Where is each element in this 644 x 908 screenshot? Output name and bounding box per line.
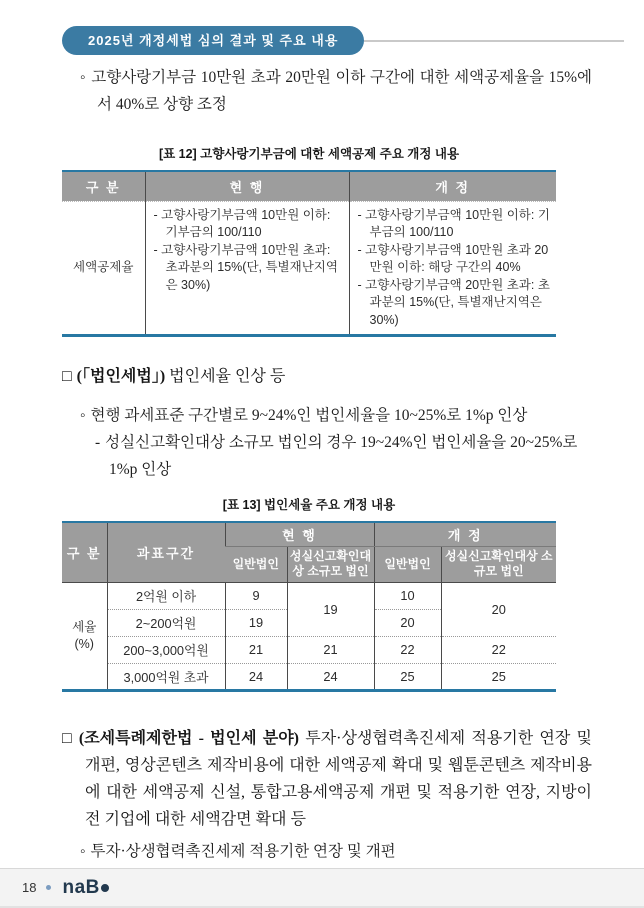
special-law-name: (조세특례제한법 - 법인세 분야) xyxy=(78,729,300,747)
table12 xyxy=(62,170,556,337)
table12-header-revised: 개 정 xyxy=(349,171,556,201)
table13-row xyxy=(62,582,556,609)
page-footer xyxy=(0,868,644,908)
rate-label-line1: 세율 xyxy=(72,619,97,634)
header-rule xyxy=(364,40,624,42)
square-bullet-icon: □ xyxy=(62,368,72,385)
revised-small-cell: 22 xyxy=(441,636,556,663)
table13-header-current-general: 일반법인 xyxy=(225,546,287,582)
table12-revised-item: - 고향사랑기부금액 20만원 초과: 초과분의 15%(단, 특별재난지역은 30%) xyxy=(357,277,550,327)
current-small-cell: 24 xyxy=(287,663,374,690)
footer-dot-icon xyxy=(46,885,51,890)
current-general-cell: 19 xyxy=(225,609,287,636)
table12-current-cell xyxy=(145,201,349,336)
table12-header-current: 현 행 xyxy=(145,171,349,201)
page-header xyxy=(62,0,624,55)
revised-small-cell: 25 xyxy=(441,663,556,690)
revised-small-cell: 20 xyxy=(441,582,556,636)
circle-bullet-icon: ◦ xyxy=(80,842,86,860)
table12-revised-item: - 고향사랑기부금액 10만원 초과 20만원 이하: 해당 구간의 40% xyxy=(357,242,549,274)
corporate-heading-rest: 법인세율 인상 등 xyxy=(165,368,286,385)
square-bullet-icon: □ xyxy=(62,729,74,747)
table13-header-current-small: 성실신고확인대상 소규모 법인 xyxy=(287,546,374,582)
table12-revised-item: - 고향사랑기부금액 10만원 이하: 기부금의 100/110 xyxy=(357,207,550,239)
rate-label-line2: (%) xyxy=(74,636,94,651)
revised-general-cell: 22 xyxy=(374,636,441,663)
current-general-cell: 24 xyxy=(225,663,287,690)
table13-header-revised-small: 성실신고확인대상 소규모 법인 xyxy=(441,546,556,582)
revised-general-cell: 10 xyxy=(374,582,441,609)
intro-bullet xyxy=(80,64,592,118)
bracket-cell: 3,000억원 초과 xyxy=(107,663,225,690)
page-number: 18 xyxy=(22,880,37,895)
table13-rate-row-label xyxy=(62,582,107,690)
table12-current-item: - 고향사랑기부금액 10만원 이하: 기부금의 100/110 xyxy=(153,207,331,239)
table12-body-row xyxy=(62,201,556,336)
nabo-logo xyxy=(62,877,108,899)
current-general-cell: 9 xyxy=(225,582,287,609)
intro-bullet-text: 고향사랑기부금 10만원 초과 20만원 이하 구간에 대한 세액공제율을 15%에서 40%로 상향 조정 xyxy=(91,69,593,113)
corporate-bullet-text: 현행 과세표준 구간별로 9~24%인 법인세율을 10~25%로 1%p 인상 xyxy=(90,407,528,424)
corporate-sub-bullet-text: 성실신고확인대상 소규모 법인의 경우 19~24%인 법인세율을 20~25%로 1%p 인상 xyxy=(105,434,578,478)
table13-header-bracket: 과표구간 xyxy=(107,522,225,582)
current-small-cell: 19 xyxy=(287,582,374,636)
bracket-cell: 200~3,000억원 xyxy=(107,636,225,663)
table13-header-current-group: 현 행 xyxy=(225,522,374,546)
table13-row xyxy=(62,663,556,690)
corporate-bullet xyxy=(80,402,592,429)
section-special-tax-heading xyxy=(62,725,592,833)
current-small-cell: 21 xyxy=(287,636,374,663)
current-general-cell: 21 xyxy=(225,636,287,663)
table12-header-row xyxy=(62,171,556,201)
table13-group-header-row xyxy=(62,522,556,546)
bracket-cell: 2억원 이하 xyxy=(107,582,225,609)
nabo-logo-o-icon xyxy=(101,884,109,892)
bracket-cell: 2~200억원 xyxy=(107,609,225,636)
table12-caption: [표 12] 고향사랑기부금에 대한 세액공제 주요 개정 내용 xyxy=(158,147,460,161)
table12-header-gubun: 구 분 xyxy=(62,171,145,201)
special-bullet-text: 투자·상생협력촉진세제 적용기한 연장 및 개편 xyxy=(90,842,396,860)
dash-bullet-icon: - xyxy=(95,434,101,451)
special-bullet xyxy=(80,838,592,865)
table13-header-revised-group: 개 정 xyxy=(374,522,556,546)
table13-row xyxy=(62,636,556,663)
table12-row-label: 세액공제율 xyxy=(73,260,134,274)
table13-header-gubun: 구 분 xyxy=(62,522,107,582)
table13-header-revised-general: 일반법인 xyxy=(374,546,441,582)
special-heading-rest: 투자·상생협력촉진세제 적용기한 연장 및 개편, 영상콘텐츠 제작비용에 대한 세액공제 확대 및 웹툰콘텐츠 제작비용에 대한 세액공제 신설, 통합고용세액공제 개편 및 적용기한 연장, 지방이전 기업에 대한 세액감면 확대 등 xyxy=(85,729,592,828)
nabo-logo-text: naB xyxy=(62,876,100,898)
revised-general-cell: 25 xyxy=(374,663,441,690)
chapter-title-pill: 2025년 개정세법 심의 결과 및 주요 내용 xyxy=(62,26,364,55)
corporate-law-name: (「법인세법」) xyxy=(76,368,166,385)
corporate-sub-bullet xyxy=(95,429,592,483)
circle-bullet-icon: ◦ xyxy=(80,407,86,424)
section-corporate-tax-heading xyxy=(62,363,592,390)
circle-bullet-icon: ◦ xyxy=(80,69,87,86)
revised-general-cell: 20 xyxy=(374,609,441,636)
table12-current-item: - 고향사랑기부금액 10만원 초과: 초과분의 15%(단, 특별재난지역은 30%) xyxy=(153,242,338,292)
table13 xyxy=(62,521,556,692)
table12-revised-cell xyxy=(349,201,556,336)
table13-caption: [표 13] 법인세율 주요 개정 내용 xyxy=(222,498,396,512)
